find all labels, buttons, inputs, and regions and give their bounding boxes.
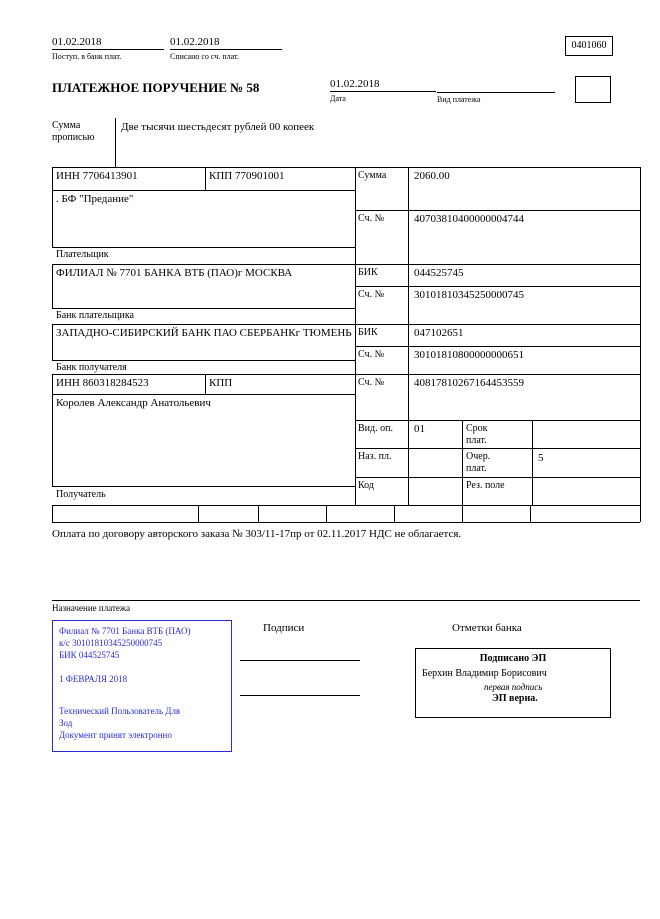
grid-line	[52, 324, 640, 325]
signature-stamp-name: Берхин Владимир Борисович	[422, 668, 547, 679]
grid-line	[258, 505, 259, 522]
date-debited-block	[170, 36, 282, 62]
date-received-label: Поступ. в банк плат.	[52, 52, 122, 61]
grid-line	[52, 324, 53, 360]
payer-account-value: 40703810400000004744	[414, 213, 524, 225]
grid-line	[52, 167, 53, 247]
bank-marks-label: Отметки банка	[452, 622, 522, 634]
payer-bank-name: ФИЛИАЛ № 7701 БАНКА ВТБ (ПАО)г МОСКВА	[56, 267, 293, 279]
grid-line	[52, 394, 355, 395]
srok-plat-label: Срок плат.	[466, 423, 488, 446]
payer-bank-account-value: 30101810345250000745	[414, 289, 524, 301]
naz-pl-label: Наз. пл.	[358, 451, 392, 462]
grid-line	[326, 505, 327, 522]
payee-bank-account-label: Сч. №	[358, 349, 385, 360]
date-received-block	[52, 36, 164, 62]
payer-name: . БФ "Предание"	[56, 193, 134, 205]
stamp-accepted: Документ принят электронно	[59, 730, 172, 740]
payee-bank-account-value: 30101810800000000651	[414, 349, 524, 361]
stamp-bank-name: Филиал № 7701 Банка ВТБ (ПАО)	[59, 626, 191, 636]
payee-bank-section-label: Банк получателя	[56, 362, 127, 373]
payee-account-label: Сч. №	[358, 377, 385, 388]
grid-line	[52, 522, 640, 523]
payer-section-label: Плательщик	[56, 249, 109, 260]
grid-line	[355, 210, 640, 211]
payee-bank-bik-value: 047102651	[414, 327, 464, 339]
payer-bank-account-label: Сч. №	[358, 289, 385, 300]
payee-kpp-label: КПП	[209, 377, 233, 389]
purpose-text: Оплата по договору авторского заказа № 303/11-17пр от 02.11.2017 НДС не облагается.	[52, 528, 462, 540]
payee-bank-bik-label: БИК	[358, 327, 378, 338]
payee-inn: ИНН 860318284523	[56, 377, 149, 389]
signature-stamp-kind: первая подпись	[484, 682, 543, 692]
grid-line	[355, 477, 640, 478]
signatures-label: Подписи	[263, 622, 305, 634]
signature-line	[240, 695, 360, 696]
stamp-user-line1: Технический Пользователь Для	[59, 706, 181, 716]
signature-stamp-title: Подписано ЭП	[479, 653, 547, 664]
rez-pole-label: Рез. поле	[466, 480, 505, 491]
payer-account-label: Сч. №	[358, 213, 385, 224]
kod-label: Код	[358, 480, 374, 491]
payer-bank-bik-label: БИК	[358, 267, 378, 278]
grid-line	[198, 505, 199, 522]
grid-line	[462, 420, 463, 505]
document-date-label: Дата	[330, 94, 346, 103]
document-date: 01.02.2018	[330, 78, 436, 92]
signature-line	[240, 660, 360, 661]
grid-line	[52, 374, 640, 375]
stamp-corr-account: к/с 30101810345250000745	[59, 638, 163, 648]
grid-line	[52, 167, 640, 168]
grid-line	[52, 505, 53, 522]
grid-line	[394, 505, 395, 522]
signature-stamp-box	[415, 648, 611, 718]
payee-account-value: 40817810267164453559	[414, 377, 524, 389]
grid-line	[52, 600, 640, 601]
payment-type-label: Вид платежа	[437, 95, 481, 104]
payment-type-line	[437, 78, 555, 93]
date-received-value: 01.02.2018	[52, 36, 164, 50]
grid-line	[52, 374, 53, 486]
grid-line	[52, 264, 640, 265]
payee-bank-name: ЗАПАДНО-СИБИРСКИЙ БАНК ПАО СБЕРБАНКг ТЮМЕНЬ	[56, 327, 352, 339]
grid-line	[52, 360, 355, 361]
stamp-bik: БИК 044525745	[59, 650, 120, 660]
grid-line	[355, 420, 640, 421]
grid-line	[52, 486, 355, 487]
grid-line	[355, 167, 356, 505]
ocher-plat-value: 5	[538, 452, 544, 464]
payee-name: Королев Александр Анатольевич	[56, 397, 211, 409]
amount-value: 2060.00	[414, 170, 450, 182]
document-date-block	[330, 78, 436, 104]
date-debited-label: Списано со сч. плат.	[170, 52, 239, 61]
grid-line	[52, 505, 640, 506]
amount-label: Сумма	[358, 170, 387, 181]
form-code: 0401060	[571, 40, 607, 51]
stamp-user-line2: Зод	[59, 718, 73, 728]
purpose-label: Назначение платежа	[52, 603, 131, 613]
grid-line	[52, 308, 355, 309]
grid-line	[205, 167, 206, 190]
payer-kpp: КПП 770901001	[209, 170, 285, 182]
grid-line	[640, 167, 641, 522]
payment-type-block	[437, 78, 555, 105]
bank-electronic-stamp	[52, 620, 232, 752]
grid-line	[408, 167, 409, 505]
grid-line	[355, 448, 640, 449]
amount-words-label: Сумма прописью	[52, 120, 95, 143]
form-code-box	[565, 36, 613, 56]
vid-op-label: Вид. оп.	[358, 423, 393, 434]
grid-line	[205, 374, 206, 394]
vid-op-value: 01	[414, 423, 425, 435]
grid-line	[52, 190, 355, 191]
ocher-plat-label: Очер. плат.	[466, 451, 491, 474]
amount-words-value: Две тысячи шестьдесят рублей 00 копеек	[121, 121, 315, 133]
payer-bank-bik-value: 044525745	[414, 267, 464, 279]
payment-type-code-box	[575, 76, 611, 103]
stamp-date: 1 ФЕВРАЛЯ 2018	[59, 674, 128, 684]
grid-line	[52, 264, 53, 308]
date-debited-value: 01.02.2018	[170, 36, 282, 50]
grid-line	[530, 505, 531, 522]
page-title: ПЛАТЕЖНОЕ ПОРУЧЕНИЕ № 58	[52, 80, 260, 95]
grid-line	[52, 247, 355, 248]
grid-line	[355, 286, 640, 287]
grid-line	[115, 118, 116, 167]
grid-line	[355, 346, 640, 347]
payer-inn: ИНН 7706413901	[56, 170, 138, 182]
payer-bank-section-label: Банк плательщика	[56, 310, 134, 321]
payee-section-label: Получатель	[56, 489, 106, 500]
grid-line	[532, 420, 533, 505]
signature-stamp-verified: ЭП верна.	[492, 693, 538, 705]
grid-line	[462, 505, 463, 522]
